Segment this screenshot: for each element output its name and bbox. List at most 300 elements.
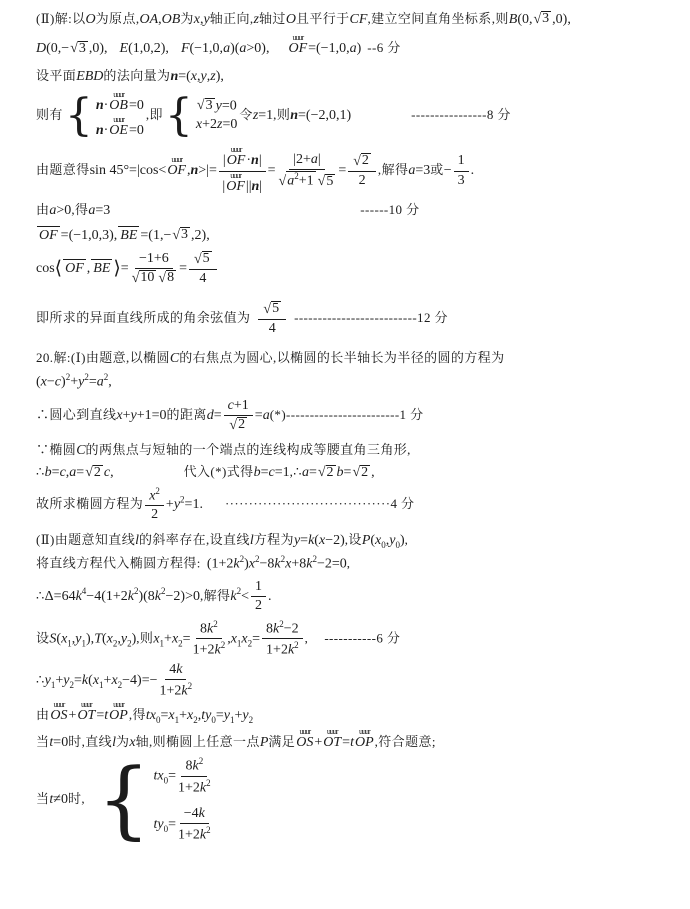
math-text: = bbox=[254, 408, 263, 424]
math-text: =1 bbox=[274, 465, 290, 481]
text: 满足 bbox=[268, 733, 296, 749]
vector-overline-group bbox=[91, 259, 112, 276]
line-isosceles-condition bbox=[36, 441, 674, 461]
text: ∴圆心到直线 bbox=[36, 407, 117, 423]
math-variable: OT bbox=[77, 707, 96, 723]
radical bbox=[533, 11, 551, 27]
text: ∴ bbox=[36, 588, 45, 604]
math-text: >|= bbox=[198, 163, 217, 179]
text: (Ⅱ)解:以 bbox=[36, 11, 86, 26]
math-text: )( bbox=[230, 41, 240, 57]
text: ,则 bbox=[273, 106, 291, 122]
text: 为 bbox=[180, 11, 194, 26]
radical-sign: √ bbox=[263, 301, 272, 317]
superscript: 2 bbox=[198, 756, 204, 767]
math-variable: l bbox=[112, 734, 116, 750]
line-substitution bbox=[36, 553, 674, 575]
math-text: = bbox=[252, 631, 261, 647]
vector-group bbox=[109, 89, 128, 113]
fraction bbox=[348, 153, 376, 189]
vector-group bbox=[50, 699, 68, 723]
math-text: ) bbox=[131, 631, 137, 647]
math-variable: x bbox=[248, 557, 255, 573]
vector-arrow-artifact-icon: uuur bbox=[171, 155, 182, 165]
math-variable: k bbox=[207, 621, 214, 637]
math-variable: a bbox=[88, 202, 96, 218]
text: 方程为 bbox=[253, 531, 294, 547]
math-text: + bbox=[164, 631, 172, 647]
fraction bbox=[189, 251, 217, 287]
math-text: = bbox=[168, 768, 177, 784]
math-variable: c bbox=[59, 465, 66, 481]
vector-group bbox=[109, 699, 128, 723]
math-text: 1+2 bbox=[266, 642, 288, 658]
line-circle-equation bbox=[36, 371, 674, 393]
radical bbox=[318, 174, 336, 190]
text: 的法向量为 bbox=[103, 67, 171, 83]
math-text: (−1,0, bbox=[189, 41, 224, 57]
math-text: , bbox=[108, 374, 112, 390]
math-text: ) bbox=[61, 374, 66, 390]
text: 的右焦点为圆心,以椭圆的长半轴长为半径的圆的方程为 bbox=[179, 350, 505, 366]
line-q20-part1-intro bbox=[36, 349, 674, 369]
math-text: = bbox=[338, 163, 347, 179]
subscript: 1 bbox=[236, 637, 242, 648]
math-text: · bbox=[103, 97, 109, 113]
text: ∵椭圆 bbox=[36, 442, 77, 458]
math-variable: OF bbox=[39, 227, 58, 243]
radical-sign: √ bbox=[317, 465, 326, 481]
cases-group bbox=[97, 750, 213, 849]
math-text: ≠0 bbox=[53, 791, 68, 807]
radical-sign: √ bbox=[131, 271, 140, 287]
fraction bbox=[193, 619, 226, 660]
text: --------------------------12 分 bbox=[294, 310, 448, 326]
text: ,符合题意; bbox=[374, 733, 436, 749]
math-text: ,2), bbox=[191, 227, 210, 243]
math-variable: x bbox=[111, 673, 118, 689]
math-variable: OF bbox=[226, 178, 245, 194]
math-text: +1 bbox=[233, 398, 249, 414]
radical bbox=[229, 417, 247, 433]
text: 令 bbox=[239, 106, 253, 122]
subscript: 0 bbox=[211, 714, 216, 725]
math-text: = bbox=[343, 465, 352, 481]
math-variable: y bbox=[44, 673, 51, 689]
math-text: 1 bbox=[457, 153, 465, 169]
math-variable: ty bbox=[201, 707, 212, 723]
math-text: . bbox=[470, 163, 475, 179]
math-text: −4(1+2 bbox=[86, 589, 128, 605]
math-variable: x bbox=[168, 707, 175, 723]
text: 时, bbox=[67, 790, 86, 806]
math-variable: t bbox=[104, 707, 109, 723]
math-text: ) bbox=[399, 532, 405, 548]
math-variable: y bbox=[293, 532, 301, 548]
math-variable: P bbox=[259, 734, 269, 750]
math-text: =0 bbox=[53, 734, 69, 750]
subscript: 2 bbox=[69, 680, 75, 690]
text: , bbox=[304, 630, 309, 646]
text: ,即 bbox=[145, 106, 163, 122]
line-coordinate-setup bbox=[36, 10, 674, 30]
math-variable: EBD bbox=[76, 68, 104, 84]
cases-group bbox=[164, 89, 238, 141]
fraction bbox=[178, 806, 211, 844]
radical bbox=[194, 251, 212, 267]
subscript: 1 bbox=[174, 714, 180, 725]
math-variable: a bbox=[301, 465, 309, 481]
math-text: 1+2 bbox=[178, 827, 200, 843]
vector-group bbox=[226, 170, 245, 194]
text: 故所求椭圆方程为 bbox=[36, 495, 144, 511]
math-variable: x bbox=[285, 557, 292, 573]
math-text: ), bbox=[86, 631, 95, 647]
text: 由 bbox=[36, 706, 50, 722]
superscript: 2 bbox=[206, 777, 211, 788]
math-variable: ty bbox=[153, 816, 164, 832]
math-variable: x bbox=[195, 117, 203, 133]
math-text: , bbox=[71, 631, 76, 647]
math-variable: y bbox=[389, 532, 396, 548]
math-text: − bbox=[46, 374, 55, 390]
math-variable: d bbox=[206, 408, 214, 424]
text: (Ⅱ)由题意知直线 bbox=[36, 531, 136, 547]
math-variable: k bbox=[81, 673, 89, 689]
math-variable: t bbox=[49, 791, 54, 807]
text: 即所求的异面直线所成的角余弦值为 bbox=[36, 310, 251, 326]
subscript: 2 bbox=[127, 637, 132, 648]
vector-arrow-artifact-icon: uuur bbox=[113, 89, 124, 99]
math-text: +1 bbox=[298, 173, 314, 189]
vector-arrow-artifact-icon: uuur bbox=[230, 145, 242, 155]
math-text: 5 bbox=[326, 173, 334, 189]
math-variable: a bbox=[349, 41, 357, 57]
math-variable: a bbox=[239, 41, 247, 57]
math-variable: k bbox=[181, 683, 188, 699]
line-ellipse-equation bbox=[36, 486, 674, 524]
math-variable: a bbox=[310, 151, 318, 167]
subscript: 2 bbox=[117, 680, 123, 690]
math-text: 1+2 bbox=[192, 642, 215, 658]
vector-arrow-artifact-icon: uuur bbox=[53, 699, 65, 709]
math-text: , bbox=[110, 465, 114, 481]
radical-sign: √ bbox=[196, 98, 205, 114]
math-text: + bbox=[70, 374, 79, 390]
math-text: = bbox=[182, 631, 191, 647]
radical-sign: √ bbox=[158, 271, 167, 287]
math-text: (1,0,2), bbox=[128, 41, 169, 57]
math-variable: x bbox=[171, 631, 179, 647]
text: ------10 分 bbox=[360, 201, 420, 217]
math-text: 3 bbox=[457, 172, 465, 188]
subscript: 1 bbox=[229, 714, 235, 725]
math-variable: z bbox=[217, 117, 223, 133]
vector-arrow-artifact-icon: uuur bbox=[81, 699, 92, 709]
cases-group bbox=[64, 89, 144, 141]
math-variable: t bbox=[49, 734, 54, 750]
superscript: 2 bbox=[254, 554, 260, 565]
math-text: =1. bbox=[184, 496, 203, 512]
vector-arrow-artifact-icon: uuur bbox=[113, 114, 124, 124]
math-text: −1+6 bbox=[138, 251, 169, 267]
text: 将直线方程代入椭圆方程得: bbox=[36, 556, 201, 572]
math-variable: OS bbox=[296, 734, 314, 750]
subscript: 0 bbox=[155, 714, 161, 725]
line-distance-equation bbox=[36, 398, 674, 434]
math-text: Δ=64 bbox=[44, 589, 76, 605]
subscript: 1 bbox=[81, 637, 87, 648]
text: 的距离 bbox=[166, 407, 207, 423]
line-vieta bbox=[36, 619, 674, 660]
math-variable: D bbox=[36, 41, 47, 57]
math-text: 4 bbox=[199, 271, 207, 287]
left-brace: { bbox=[164, 89, 193, 141]
radical bbox=[172, 227, 190, 243]
fraction bbox=[278, 152, 337, 191]
text: , bbox=[346, 556, 351, 572]
math-text: ( bbox=[88, 673, 93, 689]
math-variable: y bbox=[223, 707, 230, 723]
math-variable: F bbox=[180, 41, 190, 57]
fraction bbox=[258, 301, 286, 337]
line-cos-of-be bbox=[36, 251, 674, 287]
vector-arrow-artifact-icon: uuur bbox=[292, 33, 304, 43]
math-text: ,0), bbox=[552, 12, 571, 27]
line-point-coordinates bbox=[36, 35, 674, 59]
text: 为 bbox=[115, 733, 130, 749]
math-variable: BE bbox=[93, 261, 111, 277]
line-normal-vector-solve bbox=[36, 89, 674, 141]
math-text: = bbox=[300, 532, 309, 548]
math-text: =0 bbox=[222, 117, 238, 133]
text: 设平面 bbox=[36, 67, 77, 83]
math-text: + bbox=[314, 734, 323, 750]
math-variable: OB bbox=[161, 12, 181, 27]
subscript: 2 bbox=[248, 714, 254, 725]
math-variable: OS bbox=[50, 707, 68, 723]
radical-sign: √ bbox=[193, 251, 202, 267]
math-text: | bbox=[317, 151, 321, 167]
math-text: = bbox=[179, 261, 187, 277]
math-text: < bbox=[241, 589, 250, 605]
fraction bbox=[251, 579, 266, 614]
math-variable: t bbox=[350, 734, 354, 750]
math-text: = bbox=[88, 374, 97, 390]
math-variable: b bbox=[336, 465, 344, 481]
math-text: ( bbox=[36, 374, 41, 390]
math-text: 4 bbox=[268, 320, 276, 336]
vector-group bbox=[296, 726, 314, 750]
superscript: 2 bbox=[236, 586, 242, 597]
math-variable: y bbox=[120, 631, 128, 647]
math-variable: x bbox=[153, 631, 160, 647]
text: ,得 bbox=[128, 706, 146, 722]
superscript: 2 bbox=[294, 640, 299, 651]
math-text: =1 bbox=[258, 107, 274, 123]
radical-sign: √ bbox=[229, 418, 238, 434]
text: ,解得 bbox=[199, 588, 231, 604]
math-variable: l bbox=[249, 532, 254, 548]
math-variable: k bbox=[214, 642, 221, 658]
math-variable: k bbox=[199, 827, 207, 843]
radical-sign: √ bbox=[353, 153, 361, 169]
radical bbox=[158, 270, 176, 286]
math-variable: S bbox=[49, 631, 57, 647]
math-variable: k bbox=[287, 642, 295, 658]
math-bold-vector: n bbox=[190, 163, 199, 179]
line-normal-vector-def bbox=[36, 67, 674, 87]
line-angle-cosine-result bbox=[36, 301, 674, 337]
left-brace: { bbox=[97, 750, 151, 849]
math-variable: c bbox=[268, 465, 275, 481]
vector-group bbox=[227, 147, 246, 168]
math-variable: l bbox=[135, 532, 139, 548]
radical-sign: √ bbox=[352, 465, 361, 481]
math-variable: x bbox=[193, 12, 200, 27]
math-text: =3 bbox=[415, 163, 431, 179]
math-bold-vector: n bbox=[95, 97, 104, 113]
line-part2-setup bbox=[36, 531, 674, 552]
math-variable: b bbox=[253, 465, 261, 481]
vector-arrow-artifact-icon: uuur bbox=[299, 726, 311, 736]
radical-sign: √ bbox=[533, 12, 542, 27]
math-text: = bbox=[120, 261, 129, 277]
line-discriminant bbox=[36, 579, 674, 614]
math-variable: y bbox=[130, 408, 137, 424]
text: 由 bbox=[36, 201, 50, 217]
math-text: −2) bbox=[325, 532, 345, 548]
math-text: | bbox=[222, 153, 226, 169]
math-bold-vector: n bbox=[251, 178, 260, 194]
math-variable: k bbox=[198, 805, 205, 821]
math-variable: x bbox=[187, 707, 194, 723]
math-text: >0 bbox=[56, 202, 72, 218]
fraction bbox=[219, 147, 266, 194]
superscript: 2 bbox=[155, 485, 160, 496]
vector-group bbox=[323, 726, 342, 750]
math-text: ( bbox=[314, 532, 319, 548]
subscript: 1 bbox=[99, 680, 104, 690]
text: ,解得 bbox=[377, 162, 409, 178]
text: 设 bbox=[36, 630, 50, 646]
math-text: 2 bbox=[361, 464, 369, 480]
math-variable: y bbox=[200, 68, 207, 84]
math-text: 2 bbox=[358, 172, 366, 188]
math-text: 8 bbox=[266, 621, 274, 637]
math-variable: x bbox=[40, 374, 47, 390]
math-text: 1+2 bbox=[178, 780, 200, 796]
math-text: | bbox=[222, 178, 226, 194]
math-variable: k bbox=[306, 557, 313, 573]
math-text: ), bbox=[215, 68, 224, 84]
math-text: = bbox=[213, 408, 222, 424]
radical-sign: √ bbox=[278, 174, 287, 190]
math-text: | bbox=[258, 153, 262, 169]
vector-group bbox=[354, 726, 374, 750]
math-variable: y bbox=[242, 707, 249, 723]
math-variable: x bbox=[149, 488, 156, 504]
math-text: 5 bbox=[272, 301, 280, 317]
line-of-be-vectors bbox=[36, 226, 674, 246]
math-variable: k bbox=[192, 758, 199, 774]
math-text: ( bbox=[56, 631, 62, 647]
math-text: 4 bbox=[169, 662, 177, 678]
text: 由题意得 bbox=[36, 162, 90, 178]
math-variable: x bbox=[318, 532, 326, 548]
math-text: , bbox=[65, 465, 70, 481]
superscript: 2 bbox=[161, 586, 166, 597]
math-variable: OP bbox=[109, 707, 128, 723]
text: 的斜率存在,设直线 bbox=[139, 531, 250, 547]
math-text: = bbox=[76, 465, 85, 481]
subscript: 2 bbox=[178, 637, 183, 648]
math-text: , bbox=[197, 707, 202, 723]
math-variable: c bbox=[227, 398, 234, 414]
math-text: −4)=− bbox=[122, 673, 158, 689]
math-variable: a bbox=[69, 465, 77, 481]
math-text: (1+2 bbox=[206, 557, 234, 573]
subscript: 0 bbox=[381, 539, 386, 550]
math-variable: y bbox=[203, 12, 210, 27]
math-variable: O bbox=[285, 12, 296, 27]
math-text: cos bbox=[36, 261, 55, 277]
math-text: =0 bbox=[128, 97, 144, 113]
vector-arrow-artifact-icon: uuur bbox=[358, 726, 370, 736]
superscript: 2 bbox=[213, 618, 218, 629]
vector-group bbox=[109, 114, 128, 138]
math-text: · bbox=[246, 153, 252, 169]
subscript: 2 bbox=[112, 637, 118, 648]
math-variable: OB bbox=[109, 97, 128, 113]
radical bbox=[85, 465, 103, 481]
math-variable: a bbox=[223, 41, 231, 57]
math-text: 5 bbox=[202, 251, 210, 267]
superscript: 2 bbox=[220, 640, 226, 651]
math-text: , bbox=[158, 12, 162, 27]
fraction bbox=[145, 486, 164, 524]
math-text: = bbox=[342, 734, 351, 750]
math-variable: BE bbox=[120, 227, 138, 243]
subscript: 1 bbox=[67, 637, 72, 648]
math-text: =(1,− bbox=[140, 227, 172, 243]
math-text: 3 bbox=[542, 11, 550, 27]
subscript: 2 bbox=[247, 637, 253, 648]
text: ∴ bbox=[36, 672, 45, 688]
math-variable: x bbox=[190, 68, 198, 84]
math-text: (0,− bbox=[46, 41, 70, 57]
math-bold-vector: n bbox=[95, 122, 104, 138]
text: 的两焦点与短轴的一个端点的连线构成等腰直角三角形, bbox=[85, 442, 411, 458]
math-bold-vector: n bbox=[170, 68, 179, 84]
line-t-nonzero-case bbox=[36, 750, 674, 849]
radical-sign: √ bbox=[317, 174, 326, 190]
text: ,则 bbox=[136, 630, 154, 646]
radical bbox=[197, 98, 215, 114]
text: 当 bbox=[36, 790, 50, 806]
text: 轴,则椭圆上任意一点 bbox=[135, 733, 260, 749]
math-variable: OP bbox=[354, 734, 374, 750]
math-variable: a bbox=[96, 374, 104, 390]
math-variable: k bbox=[273, 621, 280, 637]
text: ,建立空间直角坐标系,则 bbox=[367, 11, 509, 26]
math-text: 8 bbox=[167, 270, 175, 286]
text: 或 bbox=[430, 162, 444, 178]
math-text: >0), bbox=[246, 41, 270, 57]
math-text: || bbox=[245, 178, 252, 194]
math-bold-vector: n bbox=[251, 153, 259, 169]
math-text: =(−2,0,1) bbox=[298, 107, 352, 123]
